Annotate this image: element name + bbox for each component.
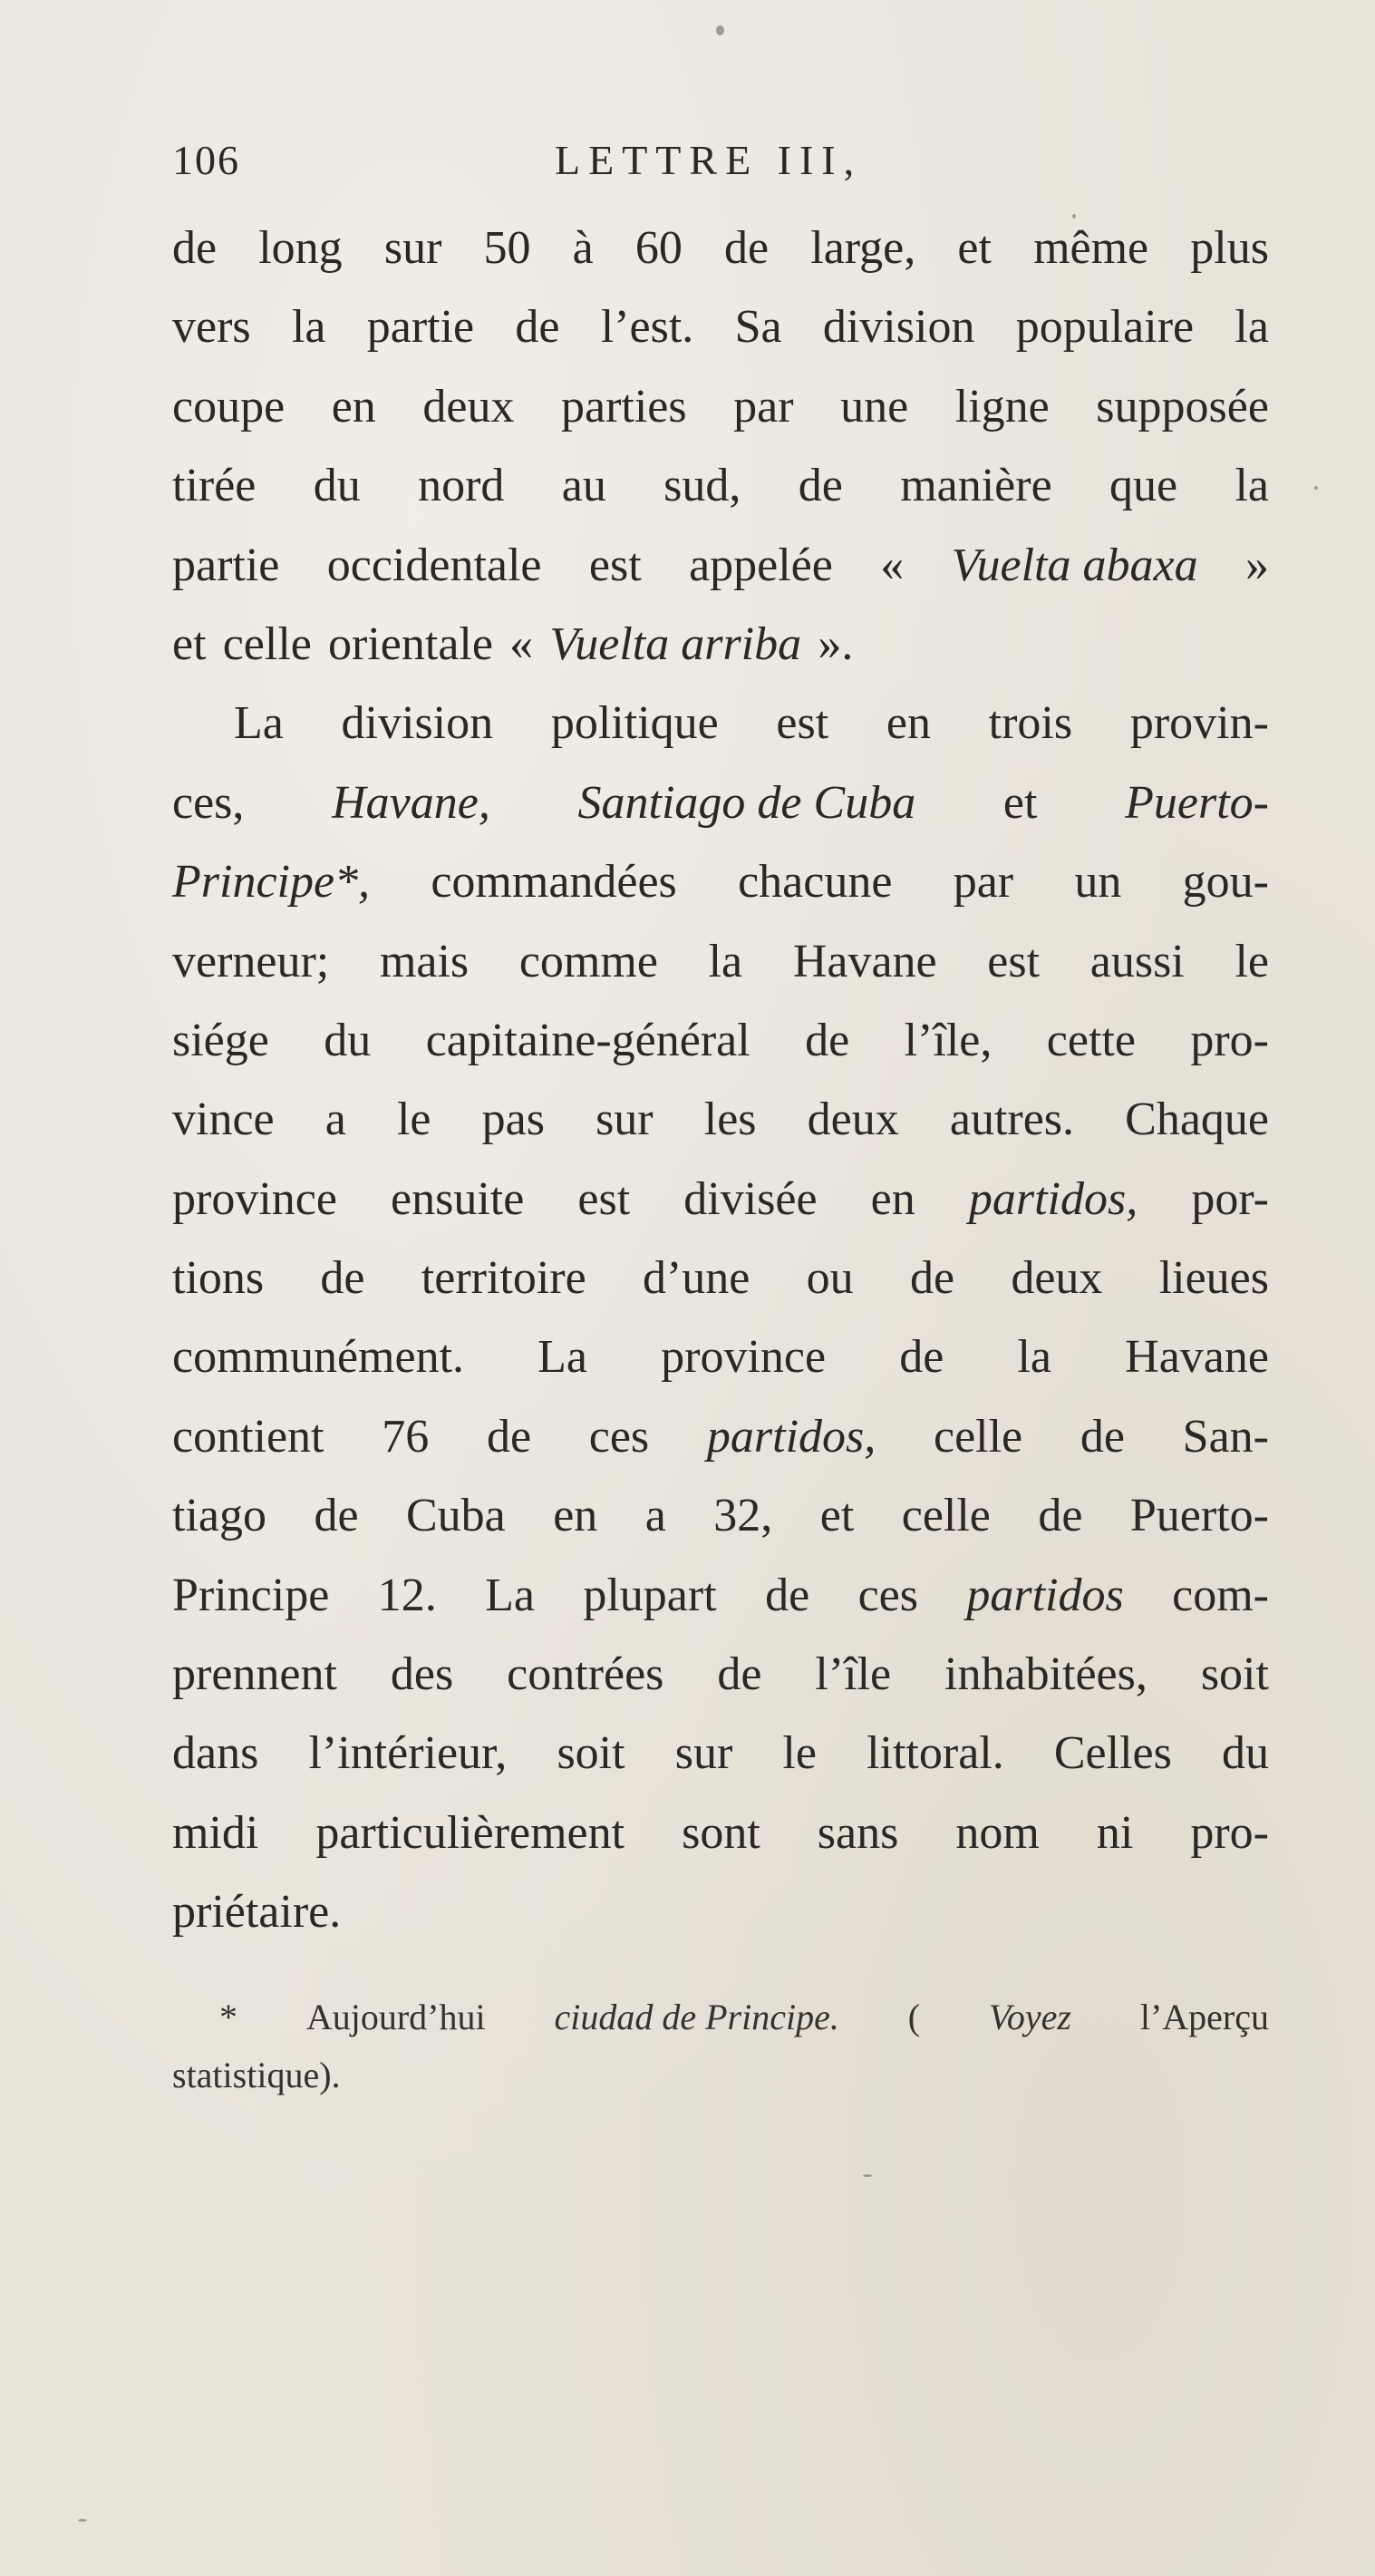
italic-term: Havane, xyxy=(332,776,490,829)
text-line xyxy=(172,763,1269,842)
word: 76 xyxy=(382,1410,430,1463)
italic-term: Principe*, xyxy=(172,856,371,909)
word: » xyxy=(1244,539,1269,591)
word: et xyxy=(172,617,207,670)
word: ces xyxy=(857,1569,918,1621)
body-text xyxy=(172,209,1269,1952)
word: la xyxy=(1235,460,1269,512)
word: orientale xyxy=(328,617,493,670)
word: même xyxy=(1033,222,1149,274)
text-line xyxy=(172,1080,1269,1159)
word: Havane xyxy=(792,935,937,987)
word: appelée xyxy=(689,539,833,591)
word: celle xyxy=(933,1410,1023,1463)
word: de xyxy=(1038,1490,1083,1542)
word: capitaine-général xyxy=(425,1014,750,1066)
word: chacune xyxy=(738,856,893,909)
word: par xyxy=(733,380,794,433)
text-line xyxy=(172,1239,1269,1317)
word: que xyxy=(1109,460,1178,512)
word: au xyxy=(561,460,606,512)
word: « xyxy=(880,539,905,591)
word: de xyxy=(486,1410,532,1463)
italic-term: partidos, xyxy=(706,1410,876,1463)
text-line xyxy=(172,367,1269,446)
word: de xyxy=(798,460,843,512)
word: est xyxy=(776,697,829,750)
word: manière xyxy=(900,460,1052,512)
word: tirée xyxy=(172,460,257,512)
text-line xyxy=(172,922,1269,1001)
word: soit xyxy=(1200,1648,1269,1701)
word: nom xyxy=(955,1806,1040,1859)
word: et xyxy=(819,1490,855,1542)
word: sans xyxy=(817,1806,899,1859)
italic-term: Santiago de Cuba xyxy=(577,776,916,829)
italic-term: partidos, xyxy=(968,1172,1138,1225)
word: celle xyxy=(901,1490,991,1542)
word: de xyxy=(1080,1410,1125,1463)
word: sont xyxy=(682,1806,760,1859)
word: l’intérieur, xyxy=(308,1727,508,1780)
word: les xyxy=(703,1094,757,1146)
word: sur xyxy=(674,1727,733,1780)
word: à xyxy=(572,222,594,274)
word: l’île xyxy=(815,1648,892,1701)
word: l’Aperçu xyxy=(1139,1997,1269,2037)
word: est xyxy=(987,935,1041,987)
word: celle xyxy=(222,617,312,670)
word: mais xyxy=(379,935,470,987)
text-line xyxy=(172,1476,1269,1555)
word: deux xyxy=(807,1094,899,1146)
word: nord xyxy=(418,460,505,512)
word: ou xyxy=(806,1252,854,1305)
word: pas xyxy=(481,1094,545,1146)
paper-speck xyxy=(716,25,724,35)
word: du xyxy=(1222,1727,1269,1780)
text-line xyxy=(172,684,1269,763)
paper-speck xyxy=(863,2174,872,2177)
word: pro- xyxy=(1190,1014,1269,1066)
word: La xyxy=(485,1569,535,1621)
word: soit xyxy=(557,1727,625,1780)
word: 50 xyxy=(483,222,531,274)
word: populaire xyxy=(1015,301,1195,354)
word: la xyxy=(708,935,743,987)
word: La xyxy=(537,1331,588,1384)
word: 12. xyxy=(377,1569,437,1621)
word: partie xyxy=(172,539,280,591)
word: une xyxy=(840,380,909,433)
word: lieues xyxy=(1158,1252,1269,1305)
word: a xyxy=(644,1490,666,1542)
word: de xyxy=(320,1252,365,1305)
word: le xyxy=(396,1094,431,1146)
paper-speck xyxy=(1314,486,1318,490)
text-line xyxy=(172,1160,1269,1239)
word: commandées xyxy=(431,856,677,909)
word: prennent xyxy=(172,1648,337,1701)
italic-term: Vuelta abaxa xyxy=(951,539,1198,591)
text-line xyxy=(172,1872,1269,1951)
word: Cuba xyxy=(405,1490,506,1542)
word: dans xyxy=(172,1727,259,1780)
word: plupart xyxy=(583,1569,717,1621)
word: aussi xyxy=(1089,935,1185,987)
word: des xyxy=(390,1648,454,1701)
word: Aujourd’hui xyxy=(305,1997,486,2037)
word: de xyxy=(909,1252,955,1305)
word: Puerto- xyxy=(1129,1490,1269,1542)
word: par xyxy=(953,856,1014,909)
word: comme xyxy=(518,935,658,987)
text-line xyxy=(172,1317,1269,1396)
italic-term: partidos xyxy=(966,1569,1124,1621)
word: deux xyxy=(1011,1252,1103,1305)
footnote xyxy=(172,1988,1269,2105)
word: parties xyxy=(561,380,687,433)
word: est xyxy=(588,539,642,591)
word: en xyxy=(886,697,931,750)
footnote-line xyxy=(172,1988,1269,2046)
word: Chaque xyxy=(1125,1094,1269,1146)
word: sur xyxy=(383,222,442,274)
word: de xyxy=(805,1014,850,1066)
word: territoire xyxy=(421,1252,586,1305)
word: est xyxy=(577,1172,631,1225)
word: a xyxy=(324,1094,346,1146)
text-line xyxy=(172,526,1269,605)
word: pro- xyxy=(1190,1806,1269,1859)
word: tiago xyxy=(172,1490,266,1542)
word: priétaire. xyxy=(172,1886,342,1939)
word: Sa xyxy=(734,301,782,354)
running-head xyxy=(172,136,1269,199)
italic-term: ciudad de Principe. xyxy=(554,1997,839,2037)
word: ». xyxy=(818,617,854,670)
word: trois xyxy=(988,697,1073,750)
word: verneur; xyxy=(172,935,330,987)
chapter-heading: LETTRE III, xyxy=(555,137,863,183)
word: du xyxy=(324,1014,372,1066)
word: Celles xyxy=(1053,1727,1172,1780)
word: cette xyxy=(1046,1014,1136,1066)
word: en xyxy=(331,380,376,433)
word: com- xyxy=(1172,1569,1269,1621)
word: siége xyxy=(172,1014,269,1066)
word: ces, xyxy=(172,776,245,829)
word: communément. xyxy=(172,1331,465,1384)
word: de xyxy=(724,222,770,274)
word: la xyxy=(1017,1331,1051,1384)
word: San- xyxy=(1182,1410,1269,1463)
word: « xyxy=(509,617,534,670)
paper-speck xyxy=(78,2519,87,2522)
word: particulièrement xyxy=(315,1806,625,1859)
word: sud, xyxy=(663,460,741,512)
word: et xyxy=(1002,776,1038,829)
word: Havane xyxy=(1125,1331,1269,1384)
word: division xyxy=(822,301,975,354)
word: l’est. xyxy=(600,301,694,354)
italic-term: Voyez xyxy=(988,1997,1071,2037)
text-line xyxy=(172,446,1269,525)
word: inhabitées, xyxy=(944,1648,1147,1701)
italic-term: Puerto- xyxy=(1125,776,1269,829)
word: Principe xyxy=(172,1569,330,1621)
text-line xyxy=(172,1556,1269,1635)
word: province xyxy=(172,1172,337,1225)
word: la xyxy=(1235,301,1269,354)
text-line xyxy=(172,1397,1269,1476)
italic-term: Vuelta arriba xyxy=(549,617,802,670)
word: d’une xyxy=(642,1252,750,1305)
text-line xyxy=(172,1001,1269,1080)
footnote-marker: * xyxy=(219,1997,237,2037)
word: deux xyxy=(422,380,515,433)
word: midi xyxy=(172,1806,259,1859)
word: statistique). xyxy=(172,2055,341,2095)
word: de xyxy=(314,1490,359,1542)
paper-speck xyxy=(1072,214,1076,219)
text-line xyxy=(172,842,1269,921)
word: de xyxy=(515,301,560,354)
word: le xyxy=(782,1727,817,1780)
word: divisée xyxy=(683,1172,818,1225)
word: gou- xyxy=(1182,856,1269,909)
word: en xyxy=(870,1172,915,1225)
word: division xyxy=(341,697,494,750)
word: l’île, xyxy=(904,1014,993,1066)
word: contient xyxy=(172,1410,324,1463)
word: de xyxy=(765,1569,810,1621)
word: vince xyxy=(172,1094,275,1146)
text-line xyxy=(172,287,1269,366)
word: en xyxy=(553,1490,598,1542)
word: ni xyxy=(1096,1806,1134,1859)
word: ensuite xyxy=(391,1172,525,1225)
word: de xyxy=(717,1648,762,1701)
word: ligne xyxy=(954,380,1050,433)
word: et xyxy=(957,222,992,274)
text-line xyxy=(172,1635,1269,1714)
word: province xyxy=(661,1331,827,1384)
word: tions xyxy=(172,1252,265,1305)
word: long xyxy=(258,222,343,274)
word: du xyxy=(313,460,361,512)
text-line xyxy=(172,605,1269,684)
word: por- xyxy=(1191,1172,1269,1225)
word: ( xyxy=(907,1997,921,2037)
word: La xyxy=(234,697,284,750)
word: la xyxy=(291,301,326,354)
word: autres. xyxy=(949,1094,1075,1146)
word: politique xyxy=(550,697,719,750)
word: plus xyxy=(1190,222,1269,274)
page-number: 106 xyxy=(172,137,240,183)
word: de xyxy=(899,1331,944,1384)
word: supposée xyxy=(1096,380,1269,433)
word: occidentale xyxy=(326,539,542,591)
word: sur xyxy=(596,1094,654,1146)
word: large, xyxy=(810,222,916,274)
footnote-line xyxy=(172,2046,1269,2105)
text-line xyxy=(172,1714,1269,1793)
word: ces xyxy=(588,1410,650,1463)
word: de xyxy=(172,222,218,274)
word: coupe xyxy=(172,380,286,433)
word: provin- xyxy=(1129,697,1269,750)
word: un xyxy=(1074,856,1122,909)
word: littoral. xyxy=(867,1727,1004,1780)
word: contrées xyxy=(507,1648,664,1701)
word: le xyxy=(1235,935,1269,987)
word: vers xyxy=(172,301,251,354)
word: 32, xyxy=(713,1490,773,1542)
word: 60 xyxy=(634,222,683,274)
text-line xyxy=(172,209,1269,287)
text-line xyxy=(172,1793,1269,1872)
word: partie xyxy=(366,301,475,354)
